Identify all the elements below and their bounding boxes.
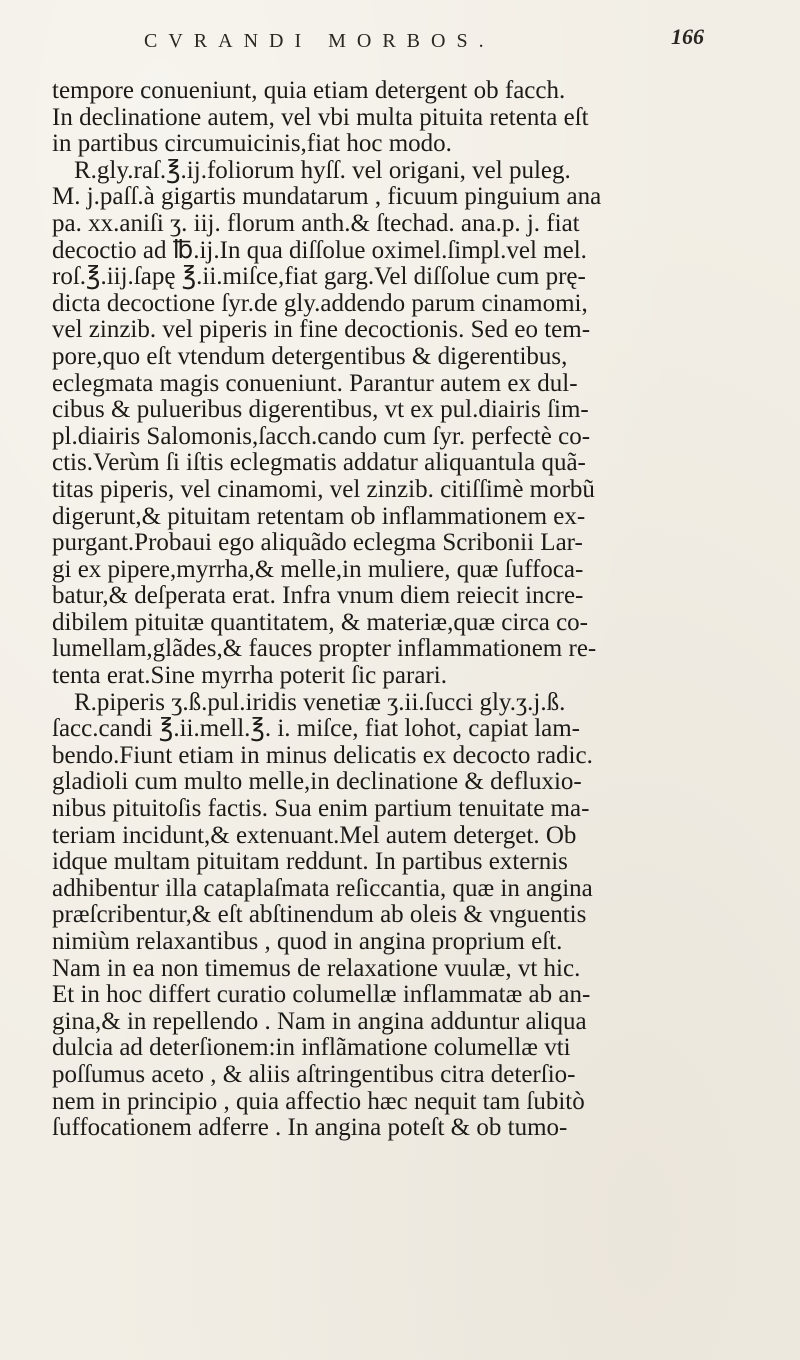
text-line: In declinatione autem, vel vbi multa pituita retenta eſt xyxy=(52,104,589,131)
page-number: 166 xyxy=(671,24,704,49)
text-line: dibilem pituitæ quantitatem, & materiæ,quæ circa co- xyxy=(52,609,588,636)
text-line: adhibentur illa cataplaſmata reſiccantia, quæ in angina xyxy=(52,875,593,902)
text-line: M. j.paſſ.à gigartis mundatarum , ficuum pinguium ana xyxy=(52,184,602,211)
text-line: dulcia ad deterſionem:in inflãmatione columellæ vti xyxy=(52,1035,571,1062)
text-line: in partibus circumuicinis,fiat hoc modo. xyxy=(52,131,452,158)
text-line: nibus pituitoſis factis. Sua enim partium tenuitate ma- xyxy=(52,796,590,823)
text-line: tenta erat.Sine myrrha poterit ſic parari. xyxy=(52,663,447,690)
text-line: Nam in ea non timemus de relaxatione vuulæ, vt hic. xyxy=(52,955,581,982)
text-line: gi ex pipere,myrrha,& melle,in muliere, quæ ſuffoca- xyxy=(52,556,584,583)
text-line: Et in hoc differt curatio columellæ inflammatæ ab an- xyxy=(52,982,591,1009)
text-line: nimiùm relaxantibus , quod in angina proprium eſt. xyxy=(52,929,563,955)
text-line: lumellam,glãdes,& fauces propter inflammationem re- xyxy=(52,636,597,663)
text-line: digerunt,& pituitam retentam ob inflammationem ex- xyxy=(52,503,586,530)
text-line: pore,quo eſt vtendum detergentibus & digerentibus, xyxy=(52,343,568,370)
text-line: batur,& deſperata erat. Infra vnum diem reiecit incre- xyxy=(52,583,584,610)
text-line: pa. xx.aniſi ʒ. iij. florum anth.& ſtechad. ana.p. j. fiat xyxy=(52,210,580,237)
text-line: idque multam pituitam reddunt. In partibus externis xyxy=(52,849,568,876)
text-line: vel zinzib. vel piperis in fine decoctionis. Sed eo tem- xyxy=(52,317,591,344)
running-head-title: CVRANDI MORBOS. xyxy=(144,30,495,52)
text-line: nem in principio , quia affectio hæc nequit tam ſubitò xyxy=(52,1088,585,1115)
text-line: roſ.℥.iij.ſapę ℥.ii.miſce,fiat garg.Vel diſſolue cum prę- xyxy=(52,264,586,291)
text-line: gladioli cum multo melle,in declinatione & defluxio- xyxy=(52,769,582,796)
text-line: decoctio ad ℔.ij.In qua diſſolue oximel.ſimpl.vel mel. xyxy=(52,237,587,264)
text-line: purgant.Probaui ego aliquãdo eclegma Scribonii Lar- xyxy=(52,530,583,557)
text-line: poſſumus aceto , & aliis aſtringentibus citra deterſio- xyxy=(52,1061,576,1088)
text-line: præſcribentur,& eſt abſtinendum ab oleis & vnguentis xyxy=(52,902,587,929)
text-line: gina,& in repellendo . Nam in angina adduntur aliqua xyxy=(52,1008,587,1035)
text-line: R.piperis ʒ.ß.pul.iridis venetiæ ʒ.ii.ſucci gly.ʒ.j.ß. xyxy=(74,689,566,716)
text-line: teriam incidunt,& extenuant.Mel autem deterget. Ob xyxy=(52,822,577,849)
text-line: dicta decoctione ſyr.de gly.addendo parum cinamomi, xyxy=(52,290,588,317)
text-line: ſacc.candi ℥.ii.mell.℥. i. miſce, fiat lohot, capiat lam- xyxy=(52,716,581,743)
text-line: R.gly.raſ.℥.ij.foliorum hyſſ. vel origani, vel puleg. xyxy=(74,157,571,184)
text-line: pl.diairis Salomonis,ſacch.cando cum ſyr. perfectè co- xyxy=(52,423,591,450)
text-line: cibus & pulueribus digerentibus, vt ex pul.diairis ſim- xyxy=(52,397,589,424)
text-line: titas piperis, vel cinamomi, vel zinzib. citiſſimè morbũ xyxy=(52,476,595,503)
text-line: bendo.Fiunt etiam in minus delicatis ex decocto radic. xyxy=(52,742,593,769)
text-line: ctis.Verùm ſi iſtis eclegmatis addatur aliquantula quã- xyxy=(52,450,586,477)
running-head xyxy=(144,20,704,60)
text-line: ſuffocationem adferre . In angina poteſt & ob tumo- xyxy=(52,1115,568,1142)
body-text xyxy=(52,78,772,1142)
text-line: tempore conueniunt, quia etiam detergent ob facch. xyxy=(52,78,566,104)
text-line: eclegmata magis conueniunt. Parantur autem ex dul- xyxy=(52,370,578,397)
